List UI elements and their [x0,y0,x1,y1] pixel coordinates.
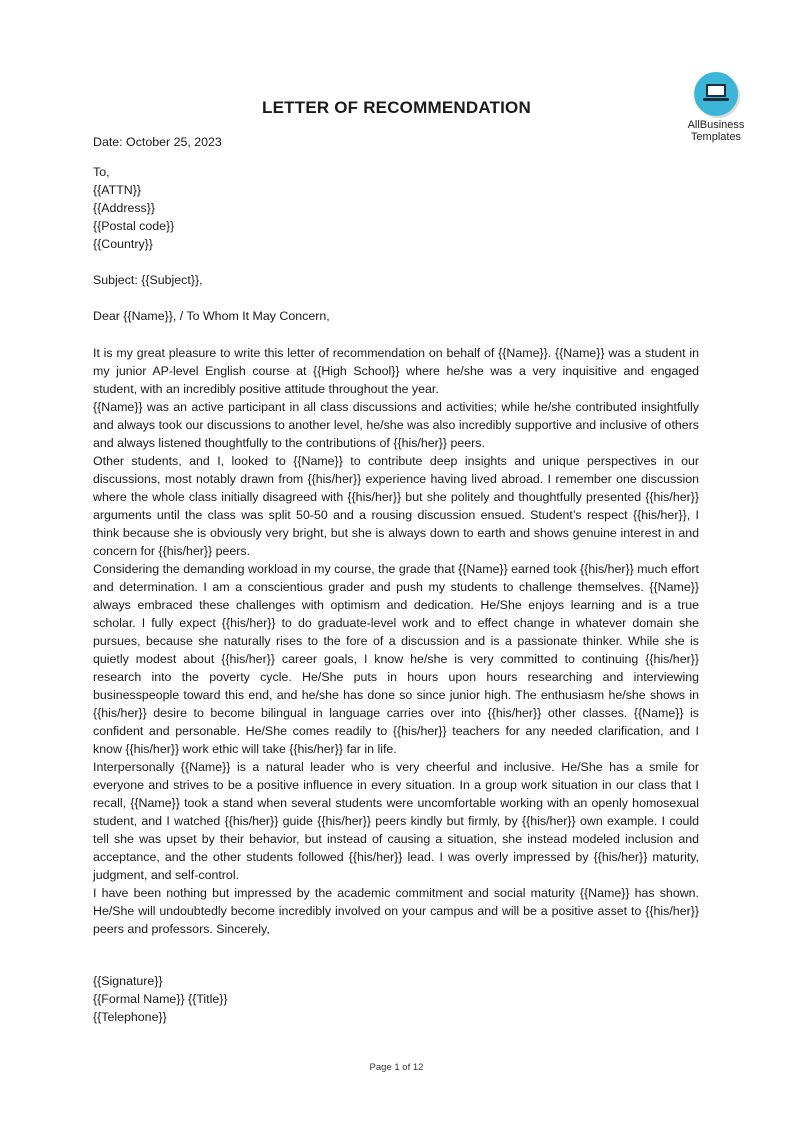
letter-subject: Subject: {{Subject}}, [93,273,203,287]
address-line: {{Postal code}} [93,219,175,233]
paragraph: Considering the demanding workload in my course, the grade that {{Name}} earned took {{his/her}} much effort and determination. I am a conscientious grader and push my students to challenge themselves. {{Name}} always embraced these challenges with optimism and dedication. He/She enjoys learning and is a true scholar. I fully expect {{his/her}} to do graduate-level work and to effect change in whatever domain she pursues, because she naturally rises to the fore of a discussion and is a passionate thinker. While she is quietly modest about {{his/her}} career goals, I know he/she is very committed to continuing {{his/her}} research into the poverty cycle. He/She puts in hours upon hours researching and interviewing businesspeople toward this end, and he/she has done so since junior high. The enthusiasm he/she shows in {{his/her}} desire to become bilingual in language carries over into {{his/her}} other classes. {{Name}} is confident and personable. He/She comes readily to {{his/her}} teachers for any needed clarification, and I know {{his/her}} work ethic will take {{his/her}} far in life. [93,562,699,756]
paragraph: Interpersonally {{Name}} is a natural leader who is very cheerful and inclusive. He/She has a smile for everyone and strives to be a positive influence in every situation. In a group work situation in our class that I recall, {{Name}} took a stand when several students were uncomfortable working with an openly homosexual student, and I watched {{his/her}} guide {{his/her}} peers kindly but firmly, by {{his/her}} own example. I could tell she was upset by their behavior, but instead of causing a situation, she instead modeled inclusion and acceptance, and the other students followed {{his/her}} lead. I was overly impressed by {{his/her}} maturity, judgment, and self-control. [93,760,699,882]
letter-body [93,344,699,938]
paragraph: I have been nothing but impressed by the academic commitment and social maturity {{Name}} has shown. He/She will undoubtedly become incredibly involved on your campus and will be a positive asset to {{his/her}} peers and professors. Sincerely, [93,886,699,936]
address-line: {{Address}} [93,201,156,215]
paragraph: {{Name}} was an active participant in all class discussions and activities; while he/she contributed insightfully and always took our discussions to another level, he/she was also incredibly supportive and inclusive of others and always listened thoughtfully to the contributions of {{his/her}} peers. [93,400,699,450]
recipient-address [93,163,699,253]
address-line: To, [93,165,110,179]
signature-line: {{Signature}} [93,974,163,988]
paragraph: It is my great pleasure to write this letter of recommendation on behalf of {{Name}}. {{Name}} was a student in my junior AP-level English course at {{High School}} where he/she was a very inquisitive and engaged student, with an incredibly positive attitude throughout the year. [93,346,699,396]
signature-block [93,972,699,1026]
signature-line: {{Telephone}} [93,1010,167,1024]
logo-line-2: Templates [690,131,742,143]
signature-line: {{Formal Name}} {{Title}} [93,992,228,1006]
letter-date: Date: October 25, 2023 [93,135,222,149]
address-line: {{ATTN}} [93,183,141,197]
paragraph: Other students, and I, looked to {{Name}} to contribute deep insights and unique perspectives in our discussions, most notably drawn from {{his/her}} experience having lived abroad. I remember one discussion where the whole class initially disagreed with {{his/her}} but she politely and thoughtfully presented {{his/her}} arguments until the class was split 50-50 and a rousing discussion ensued. Student’s respect {{his/her}}, I think because she is obviously very bright, but she is always down to earth and shows genuine interest in and concern for {{his/her}} peers. [93,454,699,558]
address-line: {{Country}} [93,237,153,251]
page-number: Page 1 of 12 [369,1062,424,1073]
document-title: LETTER OF RECOMMENDATION [262,98,531,117]
letter-greeting: Dear {{Name}}, / To Whom It May Concern, [93,309,330,323]
logo-line-1: AllBusiness [687,119,745,131]
